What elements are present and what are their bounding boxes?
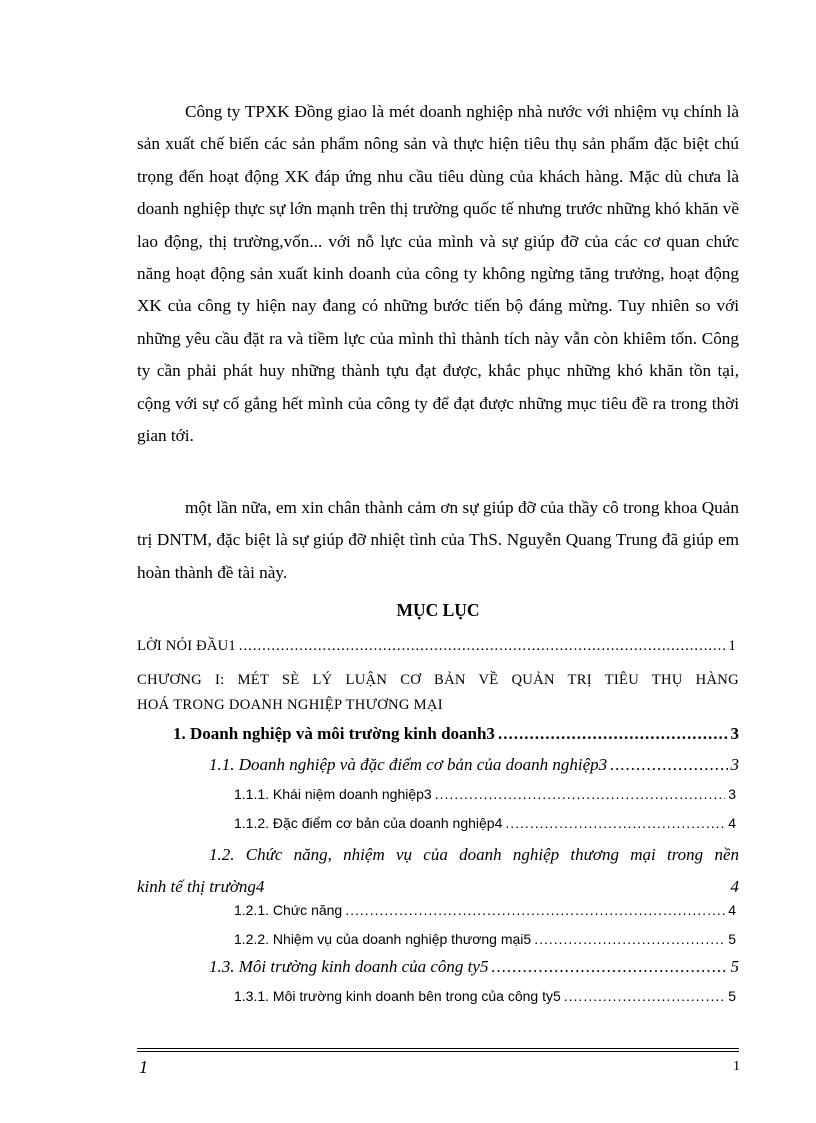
toc-dot-leader xyxy=(505,815,725,831)
toc-entry[interactable] xyxy=(209,957,739,977)
footer-divider xyxy=(137,1051,739,1052)
toc-entry-page: 5 xyxy=(730,957,739,976)
toc-entry-page: 3 xyxy=(730,724,739,743)
toc-entry[interactable] xyxy=(137,638,739,655)
toc-entry-page: 3 xyxy=(728,786,736,802)
toc-entry[interactable] xyxy=(173,724,739,744)
toc-entry-page: 5 xyxy=(728,931,736,947)
toc-entry[interactable] xyxy=(234,786,739,802)
toc-dot-leader xyxy=(239,638,726,655)
toc-entry-page: 4 xyxy=(728,902,736,918)
toc-title: MỤC LỤC xyxy=(396,600,480,620)
toc-entry[interactable] xyxy=(234,815,739,831)
toc-entry-text: 1.1.2. Đặc điểm cơ bản của doanh nghiệp4 xyxy=(234,815,503,831)
footer-divider xyxy=(137,1048,739,1049)
toc-entry-text: 1.1.1. Khái niệm doanh nghiệp3 xyxy=(234,786,432,802)
toc-dot-leader xyxy=(534,931,725,947)
toc-entry-page: 1 xyxy=(728,638,736,654)
toc-entry[interactable] xyxy=(234,988,739,1004)
toc-entry-text: 1.2.2. Nhiệm vụ của doanh nghiệp thương mại5 xyxy=(234,931,532,947)
toc-entry[interactable] xyxy=(137,839,739,896)
toc-entry-text: 1.2.1. Chức năng xyxy=(234,902,343,918)
body-paragraph-1 xyxy=(137,96,739,452)
toc-entry-line-2 xyxy=(137,871,739,903)
toc-entry-page: 5 xyxy=(728,988,736,1004)
paragraph-2-text: một lần nữa, em xin chân thành cảm ơn sự giúp đỡ của thầy cô trong khoa Quản trị DNTM, đặc biệt là sự giúp đỡ nhiệt tình của ThS. Nguyễn Quang Trung đã giúp em hoàn thành đề tài này. xyxy=(137,498,739,582)
toc-entry[interactable] xyxy=(234,931,739,947)
toc-entry-text-continued: kinh tế thị trường4 xyxy=(137,877,265,896)
toc-entry[interactable] xyxy=(209,755,739,775)
toc-entry-text: 1.2. Chức năng, nhiệm vụ của doanh nghiệp thương mại trong nền xyxy=(209,845,739,864)
toc-entry-text: 1.1. Doanh nghiệp và đặc điểm cơ bản của doanh nghiệp3 xyxy=(209,755,608,774)
toc-dot-leader xyxy=(491,957,727,977)
toc-entry-text-continued: HOÁ TRONG DOANH NGHIỆP THƯƠNG MẠI xyxy=(137,697,443,713)
toc-dot-leader xyxy=(435,786,725,802)
toc-dot-leader xyxy=(498,724,728,744)
body-paragraph-2 xyxy=(137,492,739,589)
paragraph-1-text: Công ty TPXK Đồng giao là mét doanh nghiệp nhà nước với nhiệm vụ chính là sản xuất chế biến các sản phẩm nông sản và thực hiện tiêu thụ sản phẩm đặc biệt chú trọng đến hoạt động XK đáp ứng nhu cầu tiêu dùng của khách hàng. Mặc dù chưa là doanh nghiệp thực sự lớn mạnh trên thị trường quốc tế nhưng trước những khó khăn về lao động, thị trường,vốn... với nỗ lực của mình và sự giúp đỡ của các cơ quan chức năng hoạt động sản xuất kinh doanh của công ty không ngừng tăng trưởng, hoạt động XK của công ty hiện nay đang có những bước tiến bộ đáng mừng. Tuy nhiên so với những yêu cầu đặt ra và tiềm lực của mình thì thành tích này vẫn còn khiêm tốn. Công ty cần phải phát huy những thành tựu đạt được, khắc phục những khó khăn tồn tại, cộng với sự cố gắng hết mình của công ty để đạt được những mục tiêu đề ra trong thời gian tới. xyxy=(137,102,739,446)
footer-page-number-right: 1 xyxy=(733,1059,740,1074)
toc-entry-text: LỜI NÓI ĐẦU1 xyxy=(137,638,236,654)
toc-entry-text: 1. Doanh nghiệp và môi trường kinh doanh3 xyxy=(173,724,495,743)
toc-entry-page: 4 xyxy=(730,877,739,896)
toc-dot-leader xyxy=(345,902,725,918)
toc-entry[interactable] xyxy=(234,902,739,918)
toc-dot-leader xyxy=(610,755,727,775)
toc-entry-text: 1.3. Môi trường kinh doanh của công ty5 xyxy=(209,957,489,976)
footer-page-number-left: 1 xyxy=(139,1057,148,1077)
toc-entry-page: 4 xyxy=(728,815,736,831)
toc-dot-leader xyxy=(564,988,725,1004)
toc-entry-text: 1.3.1. Môi trường kinh doanh bên trong của công ty5 xyxy=(234,988,561,1004)
toc-entry-text: CHƯƠNG I: MÉT SÈ LÝ LUẬN CƠ BẢN VỀ QUẢN TRỊ TIÊU THỤ HÀNG xyxy=(137,672,739,688)
toc-entry-page: 3 xyxy=(730,755,739,774)
